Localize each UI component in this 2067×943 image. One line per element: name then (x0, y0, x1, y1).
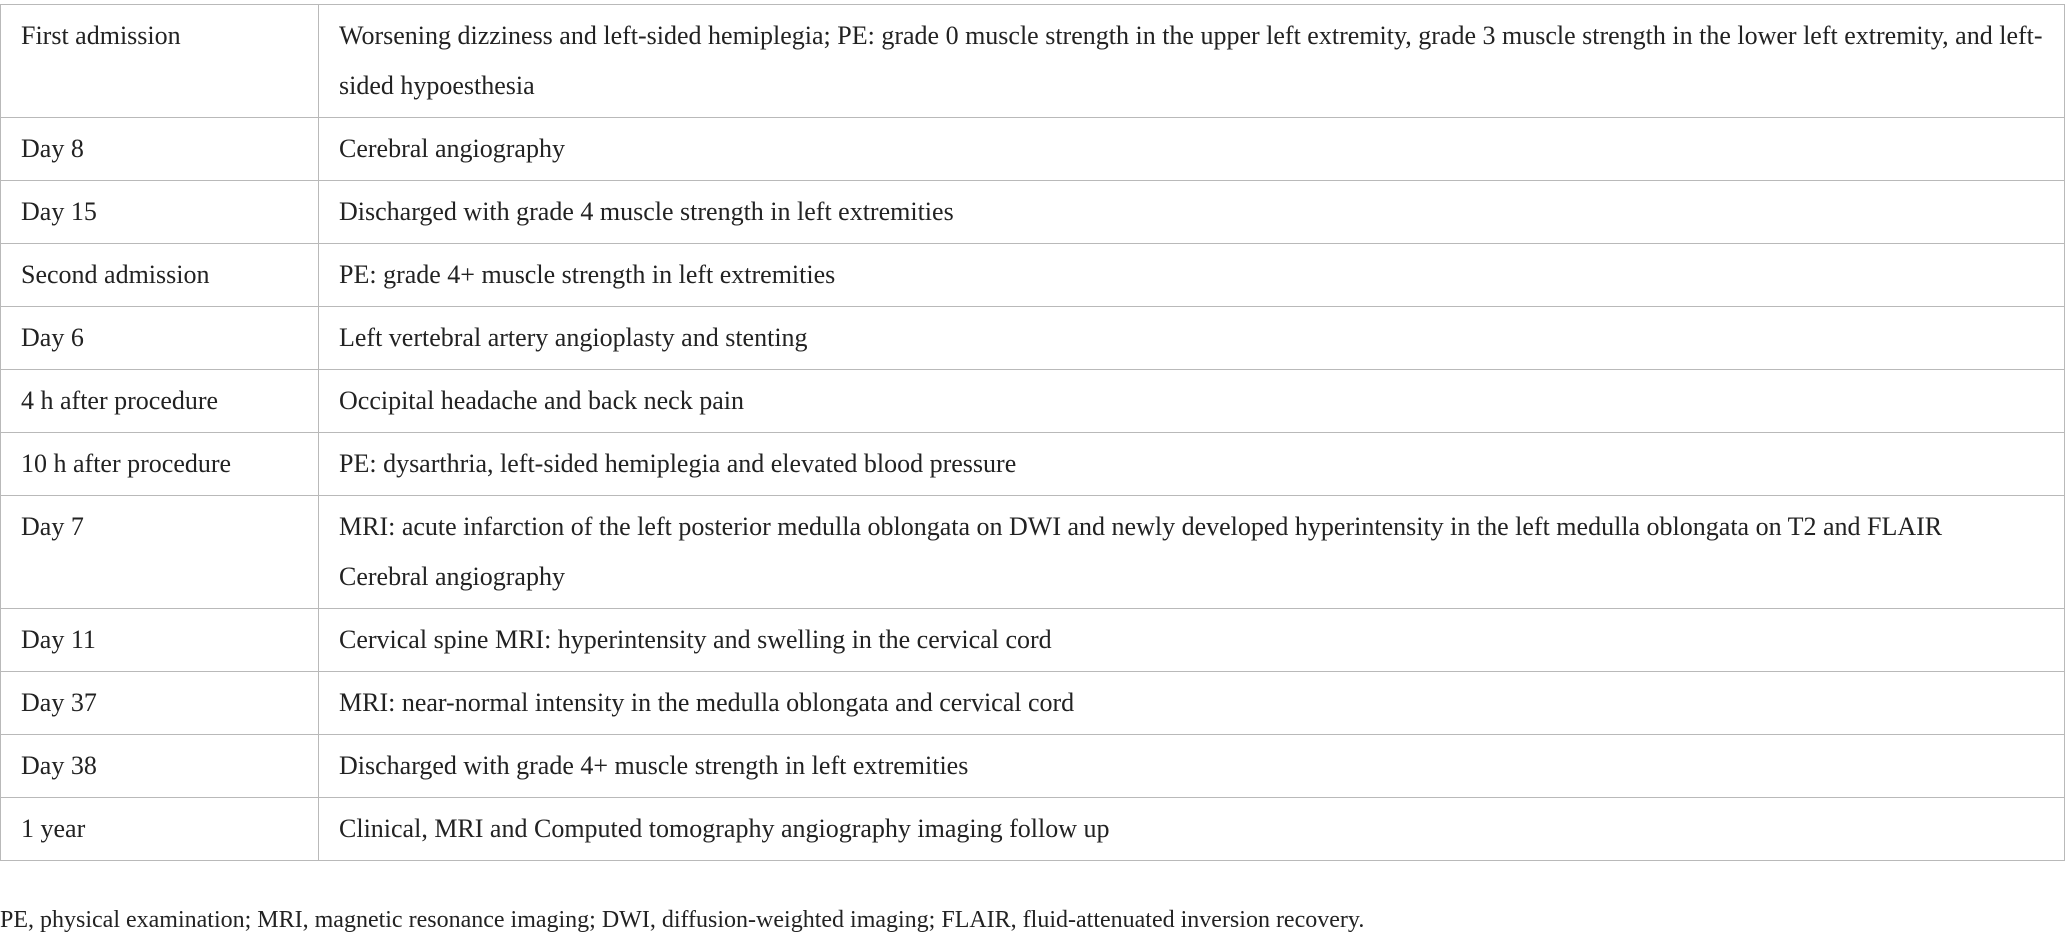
event-cell (319, 118, 2065, 181)
timepoint-cell: Day 6 (1, 307, 319, 370)
table-row (1, 798, 2065, 861)
event-cell (319, 307, 2065, 370)
timepoint-cell: Day 8 (1, 118, 319, 181)
event-cell (319, 672, 2065, 735)
event-cell (319, 735, 2065, 798)
table-row (1, 672, 2065, 735)
table-row (1, 307, 2065, 370)
event-cell (319, 181, 2065, 244)
timepoint-cell: Day 38 (1, 735, 319, 798)
event-text: Occipital headache and back neck pain (339, 386, 744, 415)
table-row (1, 244, 2065, 307)
table-row (1, 433, 2065, 496)
table-row (1, 370, 2065, 433)
event-text: MRI: near-normal intensity in the medulla oblongata and cervical cord (339, 688, 1075, 717)
event-text: Discharged with grade 4 muscle strength in left extremities (339, 197, 954, 226)
table-row (1, 735, 2065, 798)
event-text: Clinical, MRI and Computed tomography angiography imaging follow up (339, 814, 1110, 843)
table-row (1, 118, 2065, 181)
table-row (1, 181, 2065, 244)
timepoint-cell: Day 11 (1, 609, 319, 672)
clinical-timeline-table (0, 4, 2065, 861)
timepoint-cell: Day 15 (1, 181, 319, 244)
table-row (1, 5, 2065, 118)
event-text: PE: grade 4+ muscle strength in left extremities (339, 260, 836, 289)
event-text: PE: dysarthria, left-sided hemiplegia and elevated blood pressure (339, 449, 1017, 478)
event-cell (319, 798, 2065, 861)
timepoint-cell: 10 h after procedure (1, 433, 319, 496)
event-cell (319, 609, 2065, 672)
event-cell (319, 5, 2065, 118)
table-row (1, 496, 2065, 609)
event-cell (319, 244, 2065, 307)
timepoint-cell: Day 37 (1, 672, 319, 735)
table-row (1, 609, 2065, 672)
event-text: MRI: acute infarction of the left posterior medulla oblongata on DWI and newly developed hyperintensity in the left medulla oblongata on T2 and FLAIR (339, 512, 1943, 541)
timepoint-cell: 1 year (1, 798, 319, 861)
event-text: Worsening dizziness and left-sided hemiplegia; PE: grade 0 muscle strength in the upper left extremity, grade 3 muscle strength in the lower left extremity, and left-sided hypoesthesia (339, 21, 2043, 100)
timepoint-cell: Day 7 (1, 496, 319, 609)
event-cell (319, 496, 2065, 609)
event-text: Cerebral angiography (339, 134, 565, 163)
timepoint-cell: First admission (1, 5, 319, 118)
event-text: Cervical spine MRI: hyperintensity and swelling in the cervical cord (339, 625, 1052, 654)
timepoint-cell: Second admission (1, 244, 319, 307)
event-text: Left vertebral artery angioplasty and stenting (339, 323, 808, 352)
event-text: Cerebral angiography (339, 562, 565, 591)
event-cell (319, 433, 2065, 496)
table-footnote: PE, physical examination; MRI, magnetic resonance imaging; DWI, diffusion-weighted imaging; FLAIR, fluid-attenuated inversion recovery. (0, 907, 1365, 933)
event-text: Discharged with grade 4+ muscle strength in left extremities (339, 751, 969, 780)
timepoint-cell: 4 h after procedure (1, 370, 319, 433)
event-cell (319, 370, 2065, 433)
